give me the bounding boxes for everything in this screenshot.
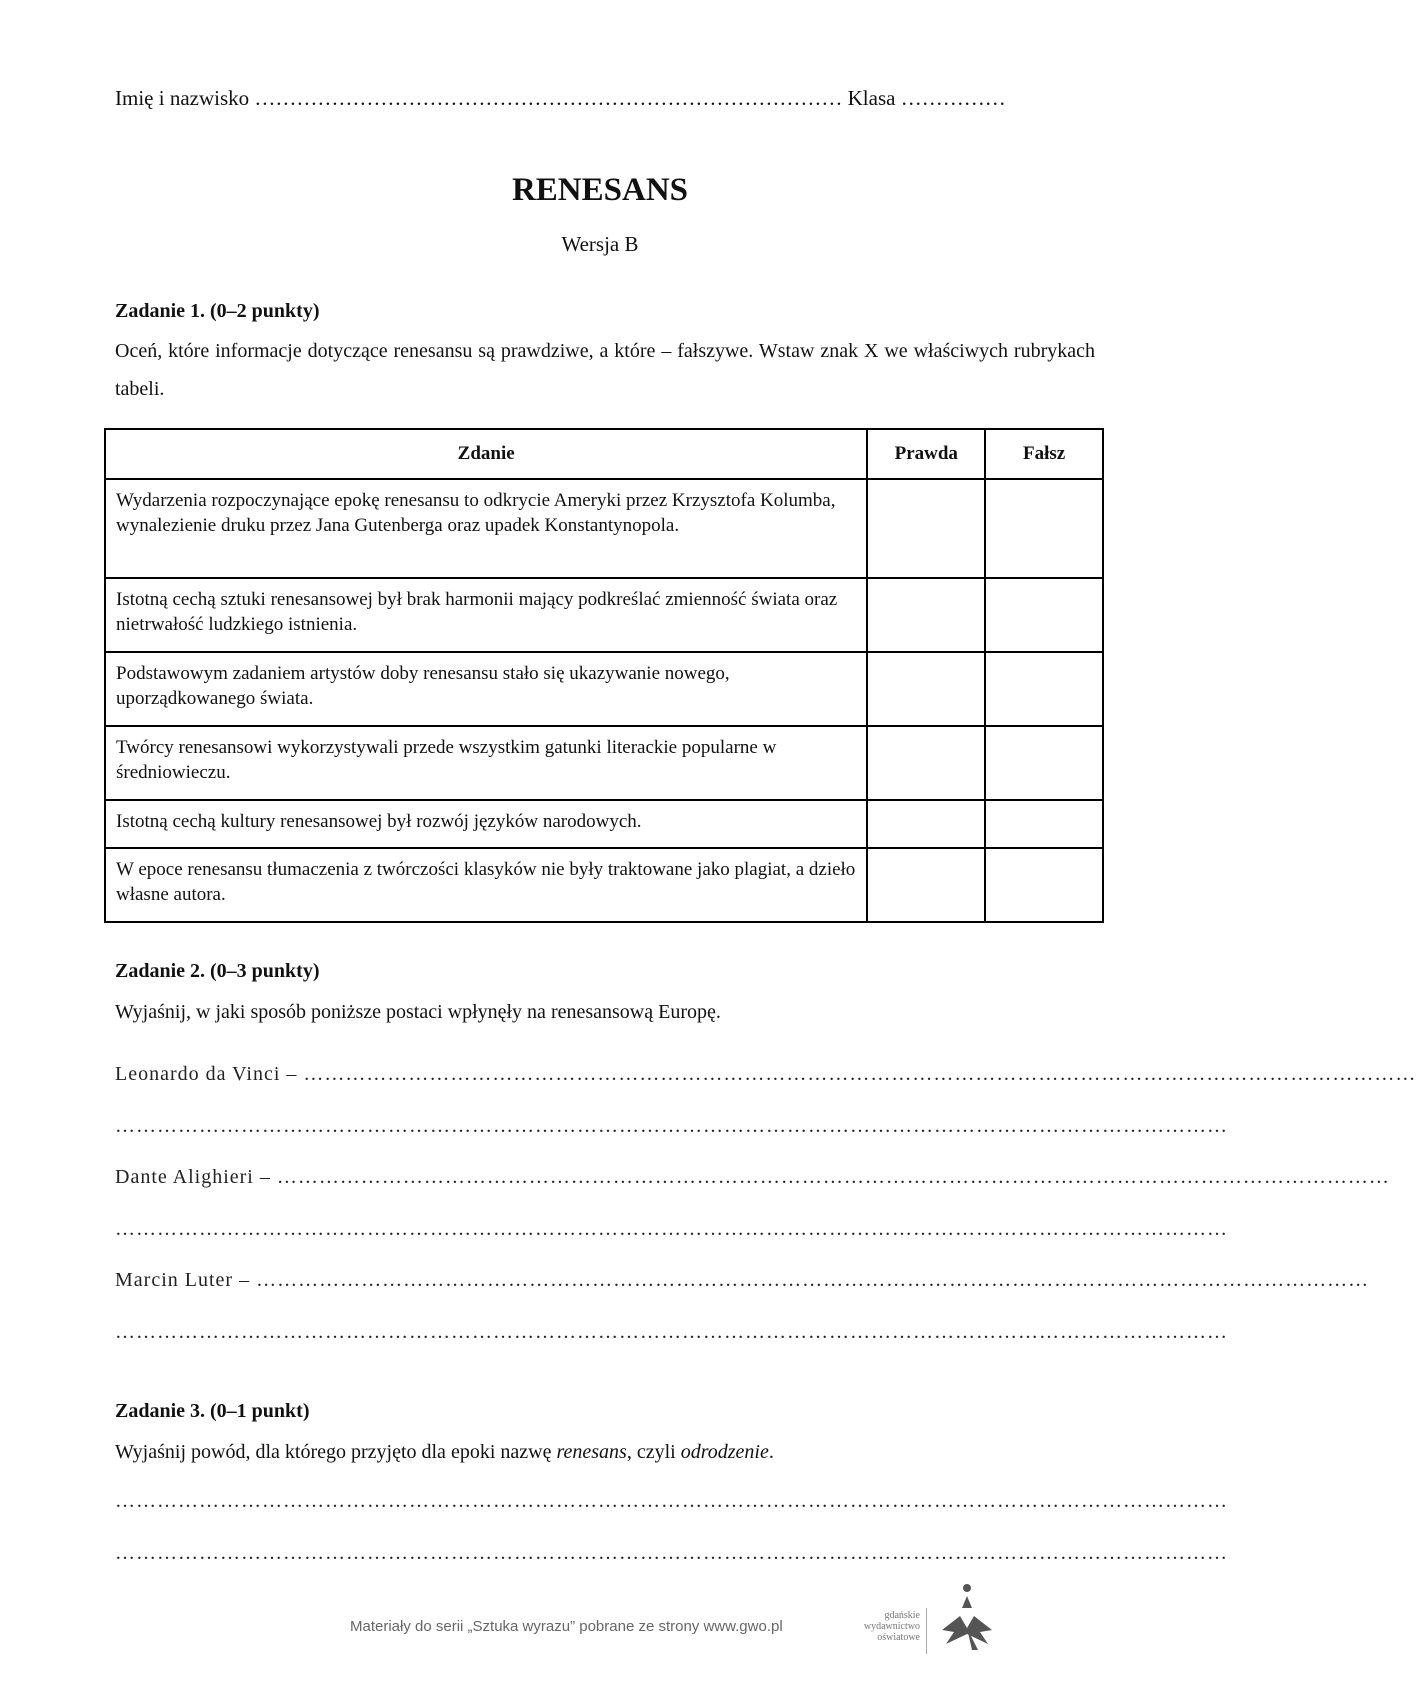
task2-instruction: Wyjaśnij, w jaki sposób poniższe postaci wpłynęły na renesansową Europę.: [115, 1001, 721, 1023]
true-false-table: [104, 428, 1104, 923]
statement-cell: Istotną cechą sztuki renesansowej był brak harmonii mający podkreślać zmienność świata oraz nietrwałość ludzkiego istnienia.: [105, 578, 867, 652]
true-answer-cell[interactable]: [867, 479, 985, 578]
answer-line[interactable]: ……………………………………………………………………………………………………………………………………………: [115, 1542, 1228, 1564]
false-answer-cell[interactable]: [985, 800, 1103, 848]
task1-heading: Zadanie 1. (0–2 punkty): [115, 300, 320, 322]
footer-source-text: Materiały do serii „Sztuka wyrazu” pobrane ze strony www.gwo.pl: [350, 1618, 783, 1635]
true-answer-cell[interactable]: [867, 800, 985, 848]
version-subtitle: Wersja B: [561, 232, 639, 256]
class-label: Klasa: [847, 86, 896, 110]
answer-line[interactable]: ……………………………………………………………………………………………………………………………………………: [115, 1218, 1228, 1240]
answer-line[interactable]: ……………………………………………………………………………………………………………………………………………: [115, 1490, 1228, 1512]
true-answer-cell[interactable]: [867, 652, 985, 726]
table-row: [105, 726, 1103, 800]
answer-line[interactable]: ……………………………………………………………………………………………………………………………………………: [115, 1115, 1228, 1137]
false-answer-cell[interactable]: [985, 848, 1103, 922]
publisher-logo-text: gdańskie wydawnictwo oświatowe: [863, 1610, 920, 1643]
publisher-logo-icon: [932, 1580, 1002, 1660]
person-label: Leonardo da Vinci –: [115, 1063, 298, 1085]
false-answer-cell[interactable]: [985, 652, 1103, 726]
name-label: Imię i nazwisko: [115, 86, 250, 110]
true-answer-cell[interactable]: [867, 726, 985, 800]
answer-line-luter[interactable]: Marcin Luter – ……………………………………………………………………………………………………………………………………………: [115, 1269, 1370, 1291]
statement-cell: W epoce renesansu tłumaczenia z twórczości klasyków nie były traktowane jako plagiat, a dzieło własne autora.: [105, 848, 867, 922]
statement-cell: Podstawowym zadaniem artystów doby renesansu stało się ukazywanie nowego, uporządkowanego świata.: [105, 652, 867, 726]
page-title: RENESANS: [511, 172, 689, 208]
answer-line-dante[interactable]: Dante Alighieri – ……………………………………………………………………………………………………………………………………………: [115, 1166, 1390, 1188]
term-odrodzenie: odrodzenie: [680, 1441, 769, 1463]
table-row: [105, 800, 1103, 848]
false-answer-cell[interactable]: [985, 479, 1103, 578]
class-field[interactable]: ……………: [900, 86, 1006, 110]
table-row: [105, 578, 1103, 652]
person-label: Marcin Luter –: [115, 1269, 251, 1291]
statement-cell: Istotną cechą kultury renesansowej był rozwój języków narodowych.: [105, 800, 867, 848]
statement-cell: Twórcy renesansowi wykorzystywali przede wszystkim gatunki literackie popularne w średniowieczu.: [105, 726, 867, 800]
table-row: [105, 652, 1103, 726]
false-answer-cell[interactable]: [985, 578, 1103, 652]
false-answer-cell[interactable]: [985, 726, 1103, 800]
name-field[interactable]: …………………………………………………………………………: [254, 86, 843, 110]
true-answer-cell[interactable]: [867, 578, 985, 652]
table-header-row: [105, 429, 1103, 479]
column-header-true: Prawda: [867, 429, 985, 479]
student-info-line: [115, 86, 1085, 111]
task3-heading: Zadanie 3. (0–1 punkt): [115, 1400, 310, 1422]
term-renesans: renesans: [556, 1441, 627, 1463]
logo-divider: [926, 1608, 927, 1654]
task2-heading: Zadanie 2. (0–3 punkty): [115, 960, 320, 982]
column-header-statement: Zdanie: [105, 429, 867, 479]
column-header-false: Fałsz: [985, 429, 1103, 479]
task3-instruction: Wyjaśnij powód, dla którego przyjęto dla epoki nazwę renesans, czyli odrodzenie.: [115, 1441, 774, 1463]
task1-instruction: Oceń, które informacje dotyczące renesansu są prawdziwe, a które – fałszywe. Wstaw znak X we właściwych rubrykach tabeli.: [115, 340, 1095, 400]
table-row: [105, 848, 1103, 922]
answer-line[interactable]: ……………………………………………………………………………………………………………………………………………: [115, 1321, 1228, 1343]
true-answer-cell[interactable]: [867, 848, 985, 922]
statement-cell: Wydarzenia rozpoczynające epokę renesansu to odkrycie Ameryki przez Krzysztofa Kolumba, wynalezienie druku przez Jana Gutenberga oraz upadek Konstantynopola.: [105, 479, 867, 578]
person-label: Dante Alighieri –: [115, 1166, 271, 1188]
answer-line-leonardo[interactable]: Leonardo da Vinci – ……………………………………………………………………………………………………………………………………………: [115, 1063, 1416, 1085]
table-row: [105, 479, 1103, 578]
